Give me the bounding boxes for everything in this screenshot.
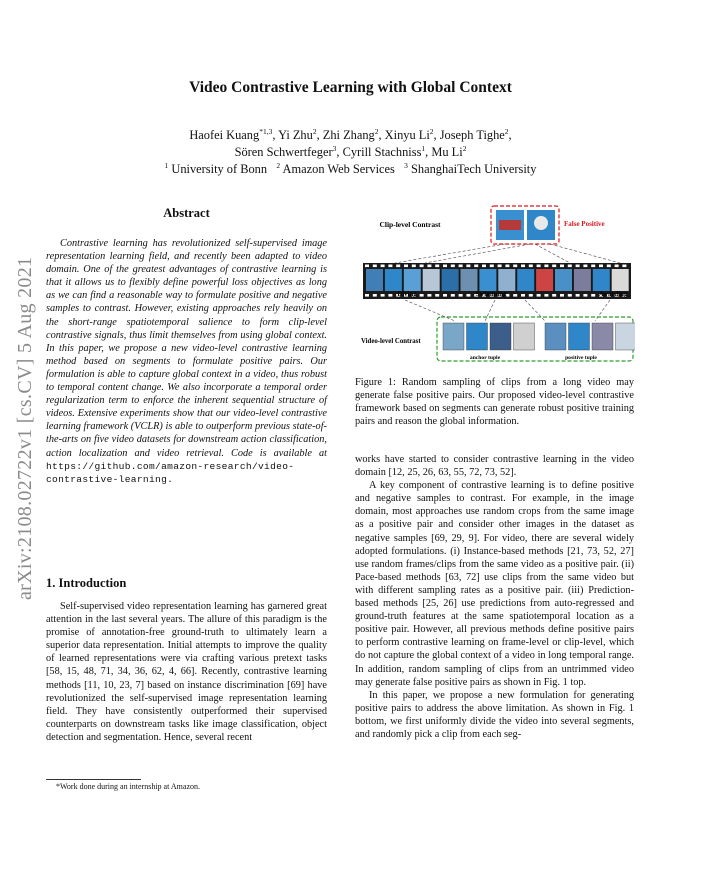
film-sprocket-hole	[521, 265, 525, 268]
film-sprocket-hole	[427, 294, 431, 297]
film-sprocket-hole	[607, 265, 611, 268]
film-sprocket-hole	[482, 265, 486, 268]
film-sprocket-hole	[388, 294, 392, 297]
film-sprocket-hole	[529, 265, 533, 268]
false-positive-label: False Positive	[564, 220, 605, 228]
film-sprocket-hole	[544, 265, 548, 268]
film-frame	[442, 269, 459, 291]
intro-paragraph: Self-supervised video representation learning has garnered great attention in the last several years. The allure of this paradigm is the promise of annotation-free ground-truth to ultimately learn a superior data representation. Initial attempts to improve the quality of learned representations were via crafting various pretext tasks [58, 15, 48, 71, 34, 36, 62, 4, 66]. Recently, contrastive learning methods [11, 10, 23, 7] based on instance discrimination [69] have revolutionized the self-supervised image representation learning field. They have consistently outperformed their supervised counterparts on downstream tasks like image classification, object detection and segmentation. Hence, several recent	[46, 601, 327, 743]
positive-tuple-frame	[569, 323, 590, 350]
film-sprocket-hole	[474, 265, 478, 268]
film-frame	[574, 269, 591, 291]
film-sprocket-hole	[365, 294, 369, 297]
film-sprocket-hole	[568, 265, 572, 268]
film-sprocket-hole	[505, 265, 509, 268]
film-sprocket-hole	[544, 294, 548, 297]
film-frame	[536, 269, 553, 291]
connector-lines-top	[395, 244, 620, 263]
film-sprocket-hole	[622, 265, 626, 268]
right-column-body	[355, 453, 634, 741]
film-sprocket-hole	[435, 265, 439, 268]
right-paragraph-3: In this paper, we propose a new formulation for generating positive pairs to address the above limitation. As shown in Fig. 1 bottom, we first uniformly divide the video into several segments, and randomly pick a clip from each seg-	[355, 689, 634, 740]
film-sprocket-hole	[381, 265, 385, 268]
film-sprocket-hole	[443, 294, 447, 297]
film-frame	[498, 269, 515, 291]
film-frame	[385, 269, 402, 291]
positive-tuple-frame	[616, 323, 636, 350]
film-sprocket-hole	[412, 265, 416, 268]
film-frame	[555, 269, 572, 291]
film-sprocket-hole	[568, 294, 572, 297]
film-sprocket-hole	[381, 294, 385, 297]
film-sprocket-hole	[591, 294, 595, 297]
film-sprocket-hole	[529, 294, 533, 297]
figure-1	[355, 203, 635, 368]
film-sprocket-hole	[420, 265, 424, 268]
film-sprocket-hole	[552, 265, 556, 268]
film-sprocket-hole	[513, 265, 517, 268]
anchor-tuple-label: anchor tuple	[469, 355, 501, 361]
film-sprocket-hole	[466, 265, 470, 268]
film-sprocket-hole	[615, 265, 619, 268]
abstract-heading: Abstract	[163, 206, 210, 220]
arxiv-stamp: arXiv:2108.02722v1 [cs.CV] 5 Aug 2021	[14, 256, 36, 600]
authors-line-1: Haofei Kuang$^{*1,3}$, Yi Zhu$^2$, Zhi Zhang$^2$, Xinyu Li$^2$, Joseph Tighe$^2$,	[189, 127, 512, 143]
segment-label-awarding: Awarding	[598, 291, 628, 298]
segment-label-diving: Diving	[397, 291, 417, 298]
intro-heading: 1. Introduction	[46, 576, 127, 590]
film-sprocket-hole	[451, 294, 455, 297]
anchor-tuple-frame	[443, 323, 464, 350]
film-sprocket-hole	[490, 265, 494, 268]
right-paragraph-2: A key component of contrastive learning is to define positive and negative samples to contrast. For example, in the image domain, most approaches use random crops from the same image as a positive pair and consider other images in the dataset as negative samples [69, 29, 9]. For video, there are several widely adopted formulations. (i) Instance-based methods [21, 73, 52, 27] use random frames/clips from the same video as a positive pair. (ii) Pace-based methods [63, 72] use clips from the same video but with different sampling rates as a positive pair. (iii) Prediction-based methods [25, 26] use predictions from auto-regressed and ground-truth features at the same spatiotemporal location as a positive pair. However, all previous methods define positive pairs to perform contrastive learning on frame-level or clip-level, which do not capture the global context of a video in long temporal range. In addition, random sampling of clips from an untrimmed video may generate false positive pairs as shown in Fig. 1 top.	[355, 480, 634, 688]
anchor-tuple-frame	[490, 323, 511, 350]
authors-line-2: Sören Schwertfeger$^3$, Cyrill Stachniss$^1$, Mu Li$^2$	[234, 144, 467, 160]
film-sprocket-hole	[583, 294, 587, 297]
film-sprocket-hole	[583, 265, 587, 268]
anchor-tuple-frame	[467, 323, 488, 350]
film-sprocket-hole	[404, 265, 408, 268]
film-frame	[366, 269, 383, 291]
segment-label-swimming: Swimming	[475, 291, 507, 298]
positive-tuple-label: positive tuple	[565, 355, 597, 361]
tuple-frames	[443, 323, 635, 350]
code-url[interactable]: https://github.com/amazon-research/video-contrastive-learning.	[46, 460, 295, 485]
film-sprocket-hole	[560, 265, 564, 268]
film-sprocket-hole	[576, 294, 580, 297]
film-sprocket-hole	[459, 294, 463, 297]
video-level-label: Video-level Contrast	[361, 338, 421, 345]
film-sprocket-hole	[427, 265, 431, 268]
abstract-text: Contrastive learning has revolutionized self-supervised image representation learning field, and recently been adapted to video domain. One of the greatest advantages of contrastive learning is that it allows us to flexibly define powerful loss objectives as long as we can find a reasonable way to formulate positive and negative samples to contrast. However, existing approaches rely heavily on the short-range spatiotemporal salience to form clip-level contrastive signals, thus limit themselves from using global context. In this paper, we propose a new video-level contrastive learning method based on segments to formulate positive pairs. Our formulation is able to capture global context in a video, thus robust to temporal content change. We also incorporate a temporal order regularization term to enforce the inherent sequential structure of videos. Extensive experiments show that our video-level contrastive learning framework (VCLR) is able to outperform previous state-of-the-arts on five video datasets for downstream action classification, action localization and video retrieval. Code is available at	[46, 238, 327, 459]
film-sprocket-hole	[459, 265, 463, 268]
film-sprocket-hole	[365, 265, 369, 268]
film-sprocket-hole	[498, 265, 502, 268]
film-sprocket-hole	[420, 294, 424, 297]
film-sprocket-hole	[443, 265, 447, 268]
film-sprocket-hole	[599, 265, 603, 268]
abstract-body	[46, 237, 327, 486]
film-frame	[517, 269, 534, 291]
film-sprocket-hole	[513, 294, 517, 297]
film-sprocket-hole	[521, 294, 525, 297]
film-sprocket-hole	[373, 294, 377, 297]
right-paragraph-1: works have started to consider contrastive learning in the video domain [12, 25, 26, 63, 55, 72, 73, 52].	[355, 454, 634, 479]
film-sprocket-hole	[396, 265, 400, 268]
film-frame	[479, 269, 496, 291]
anchor-tuple-frame	[514, 323, 535, 350]
film-frame	[593, 269, 610, 291]
figure-caption: Figure 1: Random sampling of clips from a long video may generate false positive pairs. Our proposed video-level contrastive framework based on segments can generate robust positive training pairs and reason the global information.	[355, 377, 634, 428]
film-sprocket-hole	[537, 294, 541, 297]
film-sprocket-hole	[373, 265, 377, 268]
paper-title: Video Contrastive Learning with Global Context	[189, 79, 512, 96]
positive-tuple-frame	[545, 323, 566, 350]
film-sprocket-hole	[466, 294, 470, 297]
film-sprocket-hole	[388, 265, 392, 268]
film-sprocket-hole	[435, 294, 439, 297]
film-sprocket-hole	[552, 294, 556, 297]
film-frame	[404, 269, 421, 291]
intro-body	[46, 600, 327, 744]
film-sprocket-hole	[451, 265, 455, 268]
positive-tuple-frame	[592, 323, 613, 350]
film-frame	[423, 269, 440, 291]
footnote: *Work done during an internship at Amazon.	[56, 782, 200, 791]
connector-lines-bottom	[405, 300, 610, 321]
footnote-rule	[46, 779, 141, 780]
film-sprocket-hole	[591, 265, 595, 268]
affiliations: $^1$ University of Bonn $^2$ Amazon Web Services $^3$ ShanghaiTech University	[164, 161, 537, 177]
film-frame	[461, 269, 478, 291]
film-frame	[612, 269, 629, 291]
film-sprocket-hole	[560, 294, 564, 297]
clip-level-label: Clip-level Contrast	[379, 220, 441, 229]
film-sprocket-hole	[537, 265, 541, 268]
film-sprocket-hole	[576, 265, 580, 268]
